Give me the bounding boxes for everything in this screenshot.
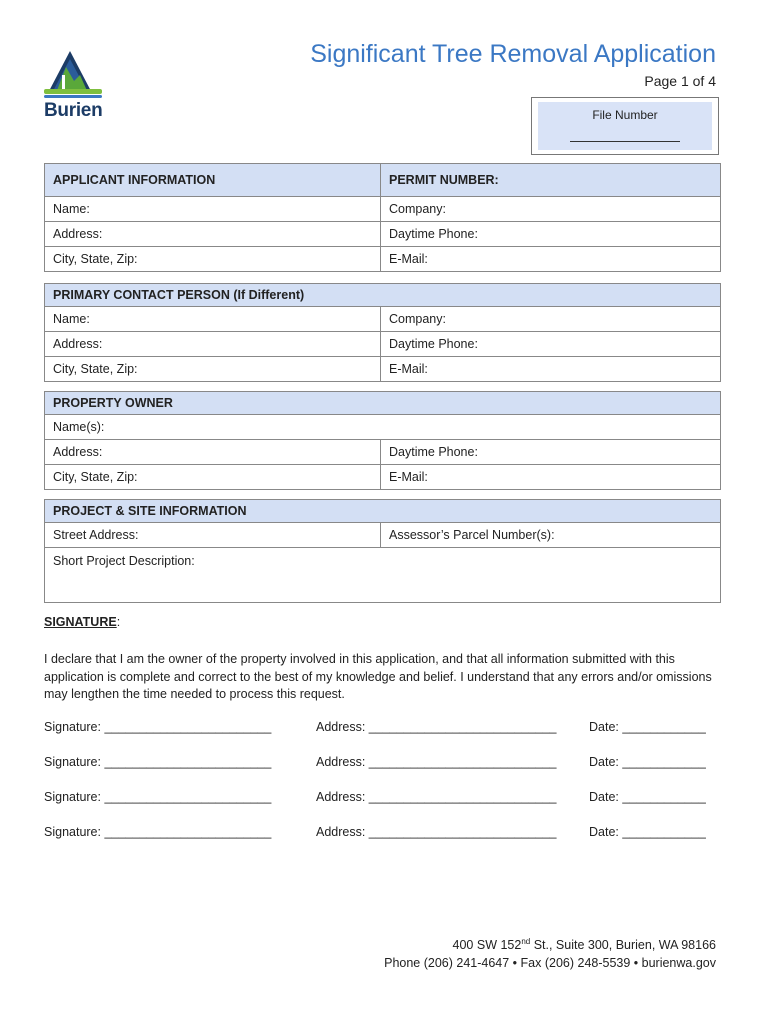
contact-company-field[interactable]: Company: — [381, 307, 721, 332]
applicant-city-field[interactable]: City, State, Zip: — [45, 247, 381, 272]
signature-field[interactable]: Signature: ________________________ — [44, 720, 272, 734]
file-number-field[interactable] — [570, 141, 680, 142]
applicant-name-field[interactable]: Name: — [45, 197, 381, 222]
signature-heading — [44, 615, 120, 629]
contact-phone-field[interactable]: Daytime Phone: — [381, 332, 721, 357]
signature-date-field[interactable]: Date: ____________ — [589, 790, 706, 804]
owner-heading: PROPERTY OWNER — [45, 392, 721, 415]
parcel-number-field[interactable]: Assessor’s Parcel Number(s): — [381, 523, 721, 548]
signature-address-field[interactable]: Address: ___________________________ — [316, 825, 557, 839]
contact-heading: PRIMARY CONTACT PERSON (If Different) — [45, 284, 721, 307]
signature-row — [44, 720, 724, 738]
page-number: Page 1 of 4 — [644, 73, 716, 89]
street-address-field[interactable]: Street Address: — [45, 523, 381, 548]
permit-number-label: PERMIT NUMBER: — [381, 164, 721, 197]
signature-row — [44, 755, 724, 773]
signature-date-field[interactable]: Date: ____________ — [589, 755, 706, 769]
applicant-company-field[interactable]: Company: — [381, 197, 721, 222]
footer-address-pre: 400 SW 152 — [452, 938, 522, 953]
contact-name-field[interactable]: Name: — [45, 307, 381, 332]
footer-contact: Phone (206) 241-4647 • Fax (206) 248-5539 • burienwa.gov — [384, 956, 716, 970]
applicant-address-field[interactable]: Address: — [45, 222, 381, 247]
signature-address-field[interactable]: Address: ___________________________ — [316, 755, 557, 769]
file-number-label: File Number — [592, 108, 658, 122]
contact-address-field[interactable]: Address: — [45, 332, 381, 357]
applicant-phone-field[interactable]: Daytime Phone: — [381, 222, 721, 247]
footer-address-sup: nd — [521, 937, 531, 946]
applicant-email-field[interactable]: E-Mail: — [381, 247, 721, 272]
owner-names-field[interactable]: Name(s): — [45, 415, 721, 440]
signature-address-field[interactable]: Address: ___________________________ — [316, 790, 557, 804]
owner-email-field[interactable]: E-Mail: — [381, 465, 721, 490]
project-site-section — [44, 499, 721, 603]
file-number-box — [531, 97, 719, 155]
contact-email-field[interactable]: E-Mail: — [381, 357, 721, 382]
signature-date-field[interactable]: Date: ____________ — [589, 825, 706, 839]
footer-address-post: St., Suite 300, Burien, WA 98166 — [530, 938, 716, 953]
signature-field[interactable]: Signature: ________________________ — [44, 825, 272, 839]
signature-heading-colon: : — [116, 615, 121, 629]
contact-city-field[interactable]: City, State, Zip: — [45, 357, 381, 382]
signature-field[interactable]: Signature: ________________________ — [44, 755, 272, 769]
page-title: Significant Tree Removal Application — [310, 40, 716, 68]
owner-phone-field[interactable]: Daytime Phone: — [381, 440, 721, 465]
applicant-information-section — [44, 163, 721, 272]
owner-address-field[interactable]: Address: — [45, 440, 381, 465]
signature-row — [44, 825, 724, 843]
property-owner-section — [44, 391, 721, 490]
burien-logo-text: Burien — [44, 100, 103, 121]
signature-date-field[interactable]: Date: ____________ — [589, 720, 706, 734]
owner-city-field[interactable]: City, State, Zip: — [45, 465, 381, 490]
footer-address — [453, 937, 716, 952]
applicant-heading: APPLICANT INFORMATION — [45, 164, 381, 197]
declaration-text: I declare that I am the owner of the property involved in this application, and that all information submitted with this application is complete and correct to the best of my knowledge and belief. I understand that any errors and/or omissions may lengthen the time needed to process this request. — [44, 652, 712, 701]
project-heading: PROJECT & SITE INFORMATION — [45, 500, 721, 523]
primary-contact-section — [44, 283, 721, 382]
signature-field[interactable]: Signature: ________________________ — [44, 790, 272, 804]
signature-address-field[interactable]: Address: ___________________________ — [316, 720, 557, 734]
signature-row — [44, 790, 724, 808]
project-description-field[interactable]: Short Project Description: — [45, 548, 721, 603]
signature-heading-text: SIGNATURE — [44, 615, 117, 629]
